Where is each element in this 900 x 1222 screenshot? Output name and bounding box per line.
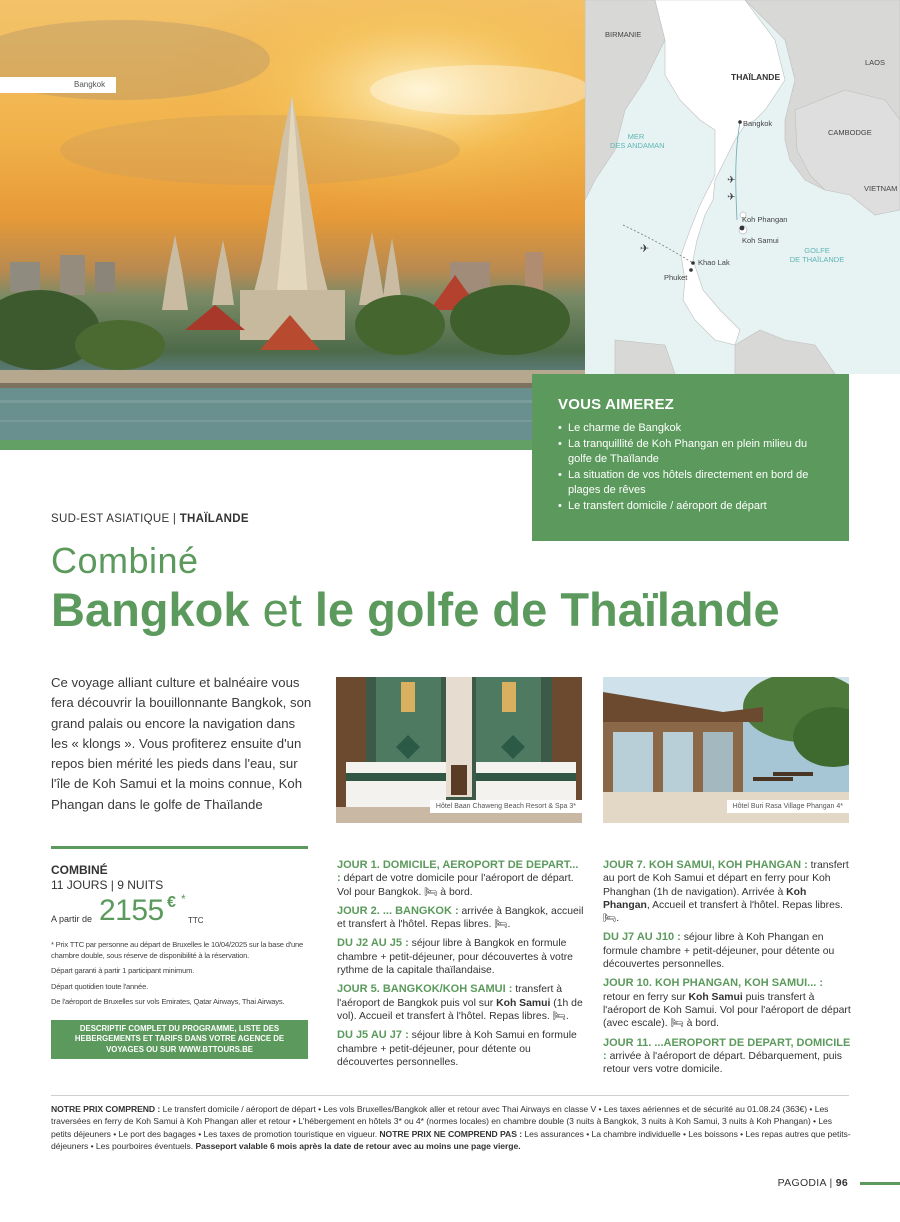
map-label-cambodge: CAMBODGE (828, 128, 872, 137)
day-text: puis transfert à l'aéroport de Koh Samui. Vol pour l'aéroport de départ (avec escale). 🛏 à bord. (603, 991, 851, 1030)
price-note: Départ garanti à partir 1 participant minimum. (51, 966, 195, 975)
map-label-koh-phangan: Koh Phangan (742, 215, 788, 224)
map-label-bangkok: Bangkok (743, 119, 773, 128)
day-text: transfert au port de Koh Samui et départ en ferry pour Koh Phanghan (1h de navigation). Arrivée à (603, 860, 849, 898)
itinerary-day (337, 937, 585, 977)
price-divider (51, 846, 308, 849)
svg-text:✈: ✈ (727, 175, 736, 186)
excludes-text: Les assurances • La chambre individuelle • Les boissons • Les repas autres que petits-déjeuners • Les pourboires éventuels. (51, 1128, 851, 1151)
map-label-vietnam: VIETNAM (864, 184, 898, 193)
map-shapes (585, 0, 900, 374)
day-text: , Accueil et transfert à l'hôtel. Repas libres. 🛏. (603, 899, 843, 925)
highlights-list (558, 421, 825, 514)
page-number: 96 (835, 1177, 848, 1189)
highlight-item: • Le transfert domicile / aéroport de départ (558, 499, 825, 515)
title-et: et (262, 583, 302, 636)
day-title: JOUR 2. ... BANGKOK : (337, 904, 459, 917)
map-label-mer (610, 132, 665, 150)
itinerary-day (603, 931, 851, 971)
golfe-line-1: GOLFE (804, 246, 830, 255)
itinerary-day (603, 977, 851, 1030)
hotel-caption-1: Hôtel Baan Chaweng Beach Resort & Spa 3* (430, 800, 582, 813)
title-bangkok: Bangkok (51, 583, 250, 636)
day-title: DU J2 AU J5 : (337, 937, 409, 950)
day-text: séjour libre à Koh Phangan en formule chambre + petit-déjeuner, pour détente ou découvertes personnelles. (603, 932, 835, 971)
hotel-photo-1 (336, 677, 582, 823)
breadcrumb-region: SUD-EST ASIATIQUE (51, 513, 170, 525)
map-label-phuket: Phuket (664, 273, 688, 282)
day-text: arrivée à Bangkok, accueil et transfert à l'hôtel. Repas libres. 🛏. (337, 905, 584, 931)
intro-paragraph: Ce voyage alliant culture et balnéaire vous fera découvrir la bouillonnante Bangkok, son grand palais ou encore la navigation dans les « klongs ». Vous profiterez ensuite d'un repos bien mérité les pieds dans l'eau, sur l'île de Koh Samui et la moins connue, Koh Phangan dans le golfe de Thaïlande (51, 675, 312, 812)
brand-name: PAGODIA (777, 1177, 827, 1189)
day-title: JOUR 1. DOMICILE, AEROPORT DE DEPART... : (337, 859, 579, 885)
hotel-caption-2: Hôtel Buri Rasa Village Phangan 4* (727, 800, 849, 813)
hotel-photo-2 (603, 677, 849, 823)
highlights-title: VOUS AIMEREZ (558, 396, 675, 413)
price-amount: 2155 (99, 894, 164, 927)
footer-divider (51, 1095, 849, 1096)
map-label-golfe (788, 246, 846, 264)
page-accent-bar (860, 1182, 900, 1185)
day-text: séjour libre à Bangkok en formule chambre + petit-déjeuner, pour découvertes à votre rythme de la capitale thaïlandaise. (337, 938, 573, 977)
page-sep: | (829, 1177, 833, 1189)
temple-illustration (0, 0, 585, 450)
day-title: JOUR 10. KOH PHANGAN, KOH SAMUI... : (603, 977, 824, 990)
day-text: arrivée à l'aéroport de départ. Débarquement, puis retour vers votre domicile. (603, 1050, 843, 1076)
breadcrumb-separator: | (172, 513, 177, 525)
map-label-koh-samui: Koh Samui (742, 236, 779, 245)
program-details-link[interactable]: DESCRIPTIF COMPLET DU PROGRAMME, LISTE DES HEBERGEMENTS ET TARIFS DANS VOTRE AGENCE DE VOYAGES OU SUR WWW.BTTOURS.BE (51, 1020, 308, 1060)
price-row (51, 894, 308, 934)
price-note: Départ quotidien toute l'année. (51, 981, 148, 991)
price-note: De l'aéroport de Bruxelles sur vols Emirates, Qatar Airways, Thai Airways. (51, 997, 285, 1006)
sea-line-1: MER (627, 132, 645, 141)
day-title: JOUR 5. BANGKOK/KOH SAMUI : (337, 983, 513, 996)
day-text: séjour libre à Koh Samui en formule chambre + petit-déjeuner, pour détente ou découvertes personnelles. (337, 1030, 577, 1068)
day-title: JOUR 7. KOH SAMUI, KOH PHANGAN : (603, 859, 808, 871)
price-currency: € (167, 894, 176, 911)
sea-line-2: DES ANDAMAN (610, 141, 665, 150)
page-footer (778, 1177, 848, 1189)
price-terms (51, 1103, 851, 1152)
day-place: Koh Phangan (603, 886, 807, 911)
day-place: Koh Samui (496, 997, 551, 1009)
price-from: A partir de (51, 914, 93, 924)
includes-text: Le transfert domicile / aéroport de départ • Les vols Bruxelles/Bangkok aller et retour avec Thai Airways en classe V • Les taxes aériennes et de sécurité au 01.08.24 (363€) • Les traversées en ferry de Koh Samui à Koh Phangan aller et retour • L'hébergement en hôtels 3* ou 4* (normes locales) en chambre double (3 nuits à Bangkok, 3 nuits à Koh Samui, 3 nuits à Koh Phangan) • Les petits déjeuners • Le port des bagages • Les taxes de promotion touristique en vigueur. (51, 1104, 833, 1139)
price-ttc: TTC (188, 916, 204, 925)
itinerary-day (337, 1029, 585, 1069)
svg-text:✈: ✈ (727, 192, 736, 203)
itinerary-day (337, 905, 585, 932)
highlight-item: • Le charme de Bangkok (558, 421, 825, 437)
highlights-box (532, 374, 849, 541)
hero-caption: Bangkok (0, 77, 116, 93)
day-title: DU J7 AU J10 : (603, 931, 681, 944)
svg-text:✈: ✈ (640, 242, 650, 255)
excludes-label: NOTRE PRIX NE COMPREND PAS : (379, 1128, 523, 1139)
page-title-line2 (51, 582, 780, 637)
page-title-line1: Combiné (51, 540, 199, 581)
breadcrumb-country: THAÏLANDE (179, 513, 249, 525)
map-label-thailande: THAÏLANDE (731, 72, 781, 82)
price-block (51, 846, 308, 1059)
day-text: retour en ferry sur (603, 991, 686, 1003)
day-text: départ de votre domicile pour l'aéroport de départ. Vol pour Bangkok. 🛏 à bord. (337, 873, 574, 898)
passport-note: Passeport valable 6 mois après la date de retour avec au moins une page vierge. (195, 1140, 521, 1151)
map-label-laos: LAOS (865, 58, 886, 67)
golfe-line-2: DE THAÏLANDE (789, 255, 845, 264)
map-label-birmanie: BIRMANIE (605, 30, 642, 39)
day-place: Koh Samui (688, 991, 743, 1003)
highlight-item: • La situation de vos hôtels directement en bord de plages de rêves (558, 468, 825, 499)
includes-label: NOTRE PRIX COMPREND : (51, 1104, 161, 1114)
day-text: transfert à l'aéroport de Bangkok puis vol sur (337, 984, 563, 1009)
itinerary-day (603, 1037, 851, 1077)
day-title: DU J5 AU J7 : (337, 1029, 409, 1042)
itinerary-column-1 (337, 859, 585, 1075)
map-label-khao-lak: Khao Lak (698, 258, 730, 267)
itinerary-day (603, 859, 851, 925)
highlight-item: • La tranquillité de Koh Phangan en plein milieu du golfe de Thaïlande (558, 437, 825, 468)
day-title: JOUR 11. ...AEROPORT DE DEPART, DOMICILE : (603, 1036, 851, 1062)
breadcrumb (51, 513, 249, 525)
itinerary-column-2 (603, 859, 851, 1082)
route-map (585, 0, 900, 374)
price-note: * Prix TTC par personne au départ de Bruxelles le 10/04/2025 sur la base d'une chambre double, sous réserve de disponibilité à la réservation. (51, 940, 304, 960)
hero-photo-bangkok (0, 0, 585, 450)
itinerary-day (337, 859, 585, 899)
price-asterisk: * (181, 892, 186, 906)
day-text: (1h de vol). Accueil et transfert à l'hôtel. Repas libres. 🛏. (337, 997, 583, 1022)
title-golfe: le golfe de Thaïlande (314, 583, 780, 636)
price-label: COMBINÉ (51, 863, 108, 877)
itinerary-day (337, 983, 585, 1023)
price-duration: 11 JOURS | 9 NUITS (51, 878, 164, 892)
